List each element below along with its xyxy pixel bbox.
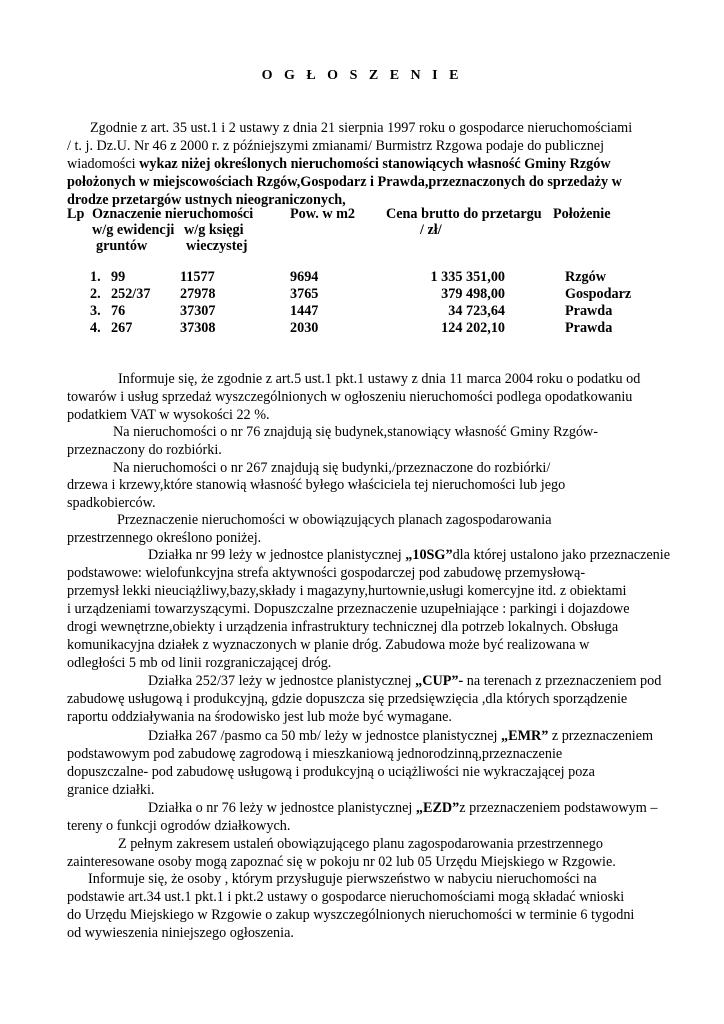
table-row: [0, 269, 724, 287]
intro-line-3-plain: wiadomości: [67, 156, 140, 172]
d99-line-5: drogi wewnętrzne,obiekty i urządzenia infrastruktury technicznej dla potrzeb lokalnych. Obsługa: [67, 619, 619, 635]
cell-ksiega: 37307: [180, 303, 216, 319]
d99-line-2: podstawowe: wielofunkcyjna strefa aktywności gospodarczej pod zabudowę przemysłową-: [67, 565, 586, 581]
d267-line-3: dopuszczalne- pod zabudowę usługową i produkcyjną o uciążliwości nie wykraczającej poza: [67, 764, 595, 780]
cell-lp: 4.: [90, 320, 101, 336]
intro-line-3-bold: wykaz niżej określonych nieruchomości stanowiących własność Gminy Rzgów: [139, 156, 611, 172]
header-pow: Pow. w m2: [290, 206, 356, 222]
cell-lp: 3.: [90, 303, 101, 319]
table-row: [0, 303, 724, 321]
d76-text: Działka o nr 76 leży w jednostce planistycznej: [148, 800, 416, 816]
intro-line-5: drodze przetargów ustnych nieograniczonych,: [67, 192, 346, 208]
nr267-line-3: spadkobierców.: [67, 495, 156, 511]
d267-line-4: granice działki.: [67, 782, 155, 798]
d267-text: Działka 267 /pasmo ca 50 mb/ leży w jednostce planistycznej: [148, 728, 502, 744]
cell-lp: 2.: [90, 286, 101, 302]
d76-text-2: z przeznaczeniem podstawowym –: [459, 800, 658, 816]
table-row: [0, 320, 724, 338]
cell-polozenie: Prawda: [565, 303, 613, 319]
cell-polozenie: Gospodarz: [565, 286, 632, 302]
nr267-line-2: drzewa i krzewy,które stanowią własność byłego właściciela tej nieruchomości lub jego: [67, 477, 566, 493]
cell-pow: 2030: [290, 320, 319, 336]
header-lp: Lp: [67, 206, 85, 222]
intro-line-2: / t. j. Dz.U. Nr 46 z 2000 r. z późniejszymi zmianami/ Burmistrz Rzgowa podaje do publicznej: [67, 138, 605, 154]
vat-line-2: towarów i usług sprzedaż wyszczególnionych w ogłoszeniu nieruchomości podlega opodatkowaniu: [67, 389, 633, 405]
d267-line-1: [148, 728, 653, 746]
d252-text: Działka 252/37 leży w jednostce planistycznej: [148, 673, 416, 689]
header-wieczystej: wieczystej: [186, 238, 248, 254]
cell-ewidencja: 99: [111, 269, 126, 285]
header-polozenie: Położenie: [553, 206, 611, 222]
vat-line-3: podatkiem VAT w wysokości 22 %.: [67, 407, 270, 423]
cell-lp: 1.: [90, 269, 101, 285]
d99-line-1: [148, 547, 670, 565]
header-gruntow: gruntów: [96, 238, 148, 254]
cell-ewidencja: 76: [111, 303, 126, 319]
d76-line-2: tereny o funkcji ogrodów działkowych.: [67, 818, 291, 834]
cell-ewidencja: 267: [111, 320, 133, 336]
nr76-line-1: Na nieruchomości o nr 76 znajdują się budynek,stanowiący własność Gminy Rzgów-: [113, 424, 599, 440]
d99-line-6: komunikacyjna działek z wyznaczonych w planie dróg. Zabudowa może być realizowana w: [67, 637, 590, 653]
plan-line-1: Z pełnym zakresem ustaleń obowiązującego planu zagospodarowania przestrzennego: [118, 836, 603, 852]
cell-pow: 3765: [290, 286, 319, 302]
intro-line-4: położonych w miejscowościach Rzgów,Gospodarz i Prawda,przeznaczonych do sprzedaży w: [67, 174, 622, 190]
nr267-line-1: Na nieruchomości o nr 267 znajdują się budynki,/przeznaczone do rozbiórki/: [113, 460, 551, 476]
d99-unit-code: „10SG”: [405, 547, 453, 563]
cell-polozenie: Prawda: [565, 320, 613, 336]
header-zl: / zł/: [420, 222, 442, 238]
nr76-line-2: przeznaczony do rozbiórki.: [67, 442, 222, 458]
table-row: [0, 286, 724, 304]
d76-unit-code: „EZD”: [415, 800, 460, 816]
d99-text-2: dla której ustalono jako przeznaczenie: [452, 547, 671, 563]
pierwszenstwo-line-1: Informuje się, że osoby , którym przysługuje pierwszeństwo w nabyciu nieruchomości na: [88, 871, 597, 887]
pierwszenstwo-line-3: do Urzędu Miejskiego w Rzgowie o zakup wyszczególnionych nieruchomości w terminie 6 tygodni: [67, 907, 635, 923]
d252-line-3: raportu oddziaływania na środowisko jest lub może być wymagane.: [67, 709, 452, 725]
cell-polozenie: Rzgów: [565, 269, 606, 285]
cell-cena: 34 723,64: [448, 303, 505, 319]
d99-text: Działka nr 99 leży w jednostce planistycznej: [148, 547, 406, 563]
przeznaczenie-line-1: Przeznaczenie nieruchomości w obowiązujących planach zagospodarowania: [117, 512, 552, 528]
header-ksiegi: w/g księgi: [184, 222, 244, 238]
d267-unit-code: „EMR”: [501, 728, 549, 744]
cell-cena: 379 498,00: [441, 286, 505, 302]
d252-line-1: [148, 673, 661, 691]
cell-cena: 124 202,10: [441, 320, 505, 336]
header-cena: Cena brutto do przetargu: [386, 206, 542, 222]
cell-pow: 9694: [290, 269, 319, 285]
vat-line-1: Informuje się, że zgodnie z art.5 ust.1 pkt.1 ustawy z dnia 11 marca 2004 roku o podatku od: [118, 371, 641, 387]
header-ewidencji: w/g ewidencji: [92, 222, 175, 238]
cell-ksiega: 27978: [180, 286, 216, 302]
pierwszenstwo-line-4: od wywieszenia niniejszego ogłoszenia.: [67, 925, 294, 941]
page-title: O G Ł O S Z E N I E: [261, 68, 463, 83]
intro-line-1: Zgodnie z art. 35 ust.1 i 2 ustawy z dnia 21 sierpnia 1997 roku o gospodarce nieruchomościami: [90, 120, 633, 136]
cell-ksiega: 37308: [180, 320, 216, 336]
d252-line-2: zabudowę usługową i produkcyjną, gdzie dopuszcza się przedsięwzięcia ,dla których sporządzenie: [67, 691, 628, 707]
d267-text-2: z przeznaczeniem: [548, 728, 654, 744]
d99-line-3: przemysł lekki nieuciążliwy,bazy,składy i magazyny,hurtownie,usługi komercyjne itd. z obiektami: [67, 583, 627, 599]
cell-cena: 1 335 351,00: [430, 269, 505, 285]
d99-line-4: i urządzeniami towarzyszącymi. Dopuszczalne przeznaczenie uzupełniające : parkingi i dojazdowe: [67, 601, 630, 617]
d252-text-2: na terenach z przeznaczeniem pod: [463, 673, 662, 689]
d267-line-2: podstawowym pod zabudowę zagrodową i mieszkaniową jednorodzinną,przeznaczenie: [67, 746, 563, 762]
przeznaczenie-line-2: przestrzennego określono poniżej.: [67, 530, 262, 546]
intro-line-3: [67, 156, 611, 174]
pierwszenstwo-line-2: podstawie art.34 ust.1 pkt.1 i pkt.2 ustawy o gospodarce nieruchomościami mogą składać wnioski: [67, 889, 625, 905]
d252-unit-code: „CUP”-: [415, 673, 464, 689]
plan-line-2: zainteresowane osoby mogą zapoznać się w pokoju nr 02 lub 05 Urzędu Miejskiego w Rzgowie.: [67, 854, 616, 870]
d76-line-1: [148, 800, 657, 818]
header-oznaczenie: Oznaczenie nieruchomości: [92, 206, 254, 222]
cell-pow: 1447: [290, 303, 319, 319]
cell-ksiega: 11577: [180, 269, 215, 285]
cell-ewidencja: 252/37: [111, 286, 151, 302]
d99-line-7: odległości 5 mb od linii rozgraniczającej dróg.: [67, 655, 332, 671]
